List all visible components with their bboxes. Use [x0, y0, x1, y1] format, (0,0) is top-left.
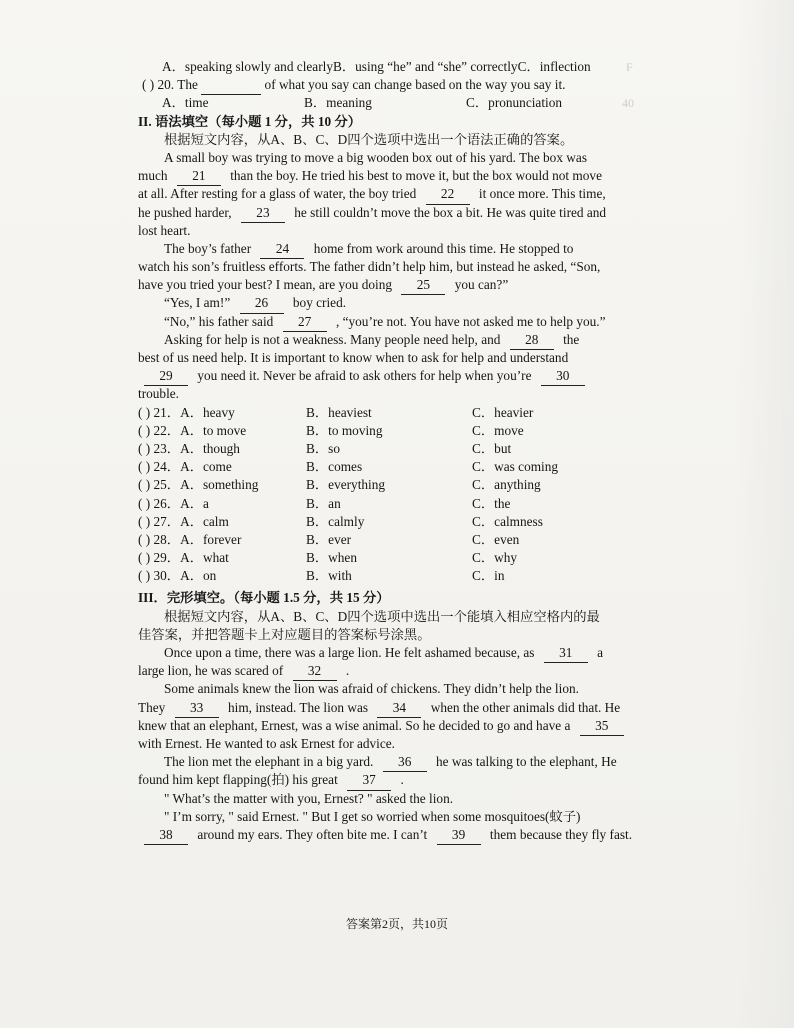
passage-line	[138, 167, 644, 185]
passage-text: The boy’s father	[164, 240, 252, 256]
option-a[interactable]: ( ) 24．A．come	[138, 459, 232, 475]
option-c[interactable]: C．calmness	[472, 513, 543, 529]
option-row	[138, 458, 644, 476]
passage-text: A small boy was trying to move a big wooden box out of his yard. The box was	[164, 149, 587, 165]
option-b[interactable]: B．everything	[306, 477, 386, 493]
blank-37[interactable]: 37	[347, 771, 391, 790]
option-b[interactable]: B．calmly	[306, 513, 365, 529]
blank-26[interactable]: 26	[240, 294, 284, 313]
option-c[interactable]: C．heavier	[472, 404, 534, 420]
passage-text: he was talking to the elephant, He	[436, 754, 617, 770]
option-b[interactable]: B．heaviest	[306, 404, 372, 420]
option-c[interactable]: C．even	[472, 531, 520, 547]
blank-33[interactable]: 33	[175, 699, 219, 718]
option-c[interactable]: C．in	[472, 568, 505, 584]
section-2-options	[138, 404, 644, 586]
passage-line	[138, 204, 644, 222]
option-row	[138, 476, 644, 494]
option-b[interactable]: B．comes	[306, 459, 363, 475]
section-3-instruction-1: 根据短文内容，从A、B、C、D四个选项中选出一个能填入相应空格内的最	[164, 608, 600, 624]
passage-text: him, instead. The lion was	[227, 699, 369, 715]
blank-21[interactable]: 21	[177, 167, 221, 186]
blank-31[interactable]: 31	[544, 644, 588, 663]
passage-line	[138, 753, 644, 771]
passage-text: he pushed harder,	[138, 204, 232, 220]
passage-text: Asking for help is not a weakness. Many people need help, and	[164, 331, 501, 347]
passage-line	[138, 149, 644, 167]
section-3-instruction-2: 佳答案，并把答题卡上对应题目的答案标号涂黑。	[138, 626, 431, 642]
option-a[interactable]: ( ) 27．A．calm	[138, 513, 229, 529]
passage-line	[138, 385, 644, 403]
passage-text: .	[345, 663, 350, 679]
q20-blank[interactable]	[201, 76, 261, 95]
passage-text: large lion, he was scared of	[138, 663, 284, 679]
bleed-through: 40	[622, 96, 634, 110]
passage-text: The lion met the elephant in a big yard.	[164, 754, 374, 770]
option-a[interactable]: ( ) 21．A．heavy	[138, 404, 235, 420]
passage-text: " I’m sorry, " said Ernest. " But I get so worried when some mosquitoes(蚊子)	[164, 808, 581, 824]
passage-line	[138, 367, 644, 385]
passage-text: found him kept flapping(拍) his great	[138, 772, 338, 788]
blank-32[interactable]: 32	[293, 662, 337, 681]
passage-text: home from work around this time. He stopped to	[313, 240, 574, 256]
passage-text: They	[138, 699, 166, 715]
passage-line	[138, 258, 644, 276]
q20-number: ( ) 20. The	[142, 77, 198, 93]
option-c[interactable]: C．was coming	[472, 459, 559, 475]
option-c[interactable]: C．move	[472, 422, 524, 438]
passage-line	[138, 735, 644, 753]
passage-line	[138, 331, 644, 349]
passage-text: watch his son’s fruitless efforts. The father didn’t help him, but instead he asked, “Son,	[138, 259, 601, 275]
blank-25[interactable]: 25	[401, 276, 445, 295]
blank-35[interactable]: 35	[580, 717, 624, 736]
section-3-passage	[138, 644, 644, 844]
passage-line	[138, 222, 644, 240]
blank-29[interactable]: 29	[144, 367, 188, 386]
page-content	[138, 58, 644, 844]
option-row	[138, 404, 644, 422]
passage-text: than the boy. He tried his best to move it, but the box would not move	[230, 168, 602, 184]
option-row	[138, 531, 644, 549]
passage-text: “No,” his father said	[164, 313, 274, 329]
section-2-heading: II. 语法填空（每小题 1 分，共 10 分）	[138, 113, 362, 129]
passage-line	[138, 313, 644, 331]
page-footer: 答案第2页，共10页	[345, 917, 448, 931]
option-a[interactable]: ( ) 26．A．a	[138, 495, 209, 511]
passage-line	[138, 294, 644, 312]
q20-options	[138, 94, 644, 112]
passage-text: , “you’re not. You have not asked me to help you.”	[335, 313, 606, 329]
passage-text: at all. After resting for a glass of water, the boy tried	[138, 186, 417, 202]
blank-34[interactable]: 34	[377, 699, 421, 718]
passage-line	[138, 185, 644, 203]
passage-text: lost heart.	[138, 222, 191, 238]
passage-text: " What’s the matter with you, Ernest? " asked the lion.	[164, 790, 454, 806]
blank-30[interactable]: 30	[541, 367, 585, 386]
q20-stem	[138, 76, 644, 94]
option-row	[138, 422, 644, 440]
passage-line	[138, 699, 644, 717]
passage-line	[138, 680, 644, 698]
passage-line	[138, 808, 644, 826]
q20-option-c: C．pronunciation	[466, 95, 563, 111]
option-row	[138, 567, 644, 585]
passage-text: a	[597, 645, 604, 660]
q19-options: A．speaking slowly and clearlyB．using “he” and “she” correctlyC．inflection	[162, 59, 591, 74]
scan-shadow	[734, 0, 794, 1028]
section-2-passage	[138, 149, 644, 404]
option-c[interactable]: C．the	[472, 495, 511, 511]
option-row	[138, 513, 644, 531]
passage-text: “Yes, I am!”	[164, 295, 231, 311]
passage-text: you can?”	[454, 277, 509, 293]
passage-text: boy cried.	[292, 295, 347, 311]
q20-option-b: B．meaning	[304, 95, 372, 111]
passage-text: it once more. This time,	[478, 186, 606, 202]
passage-text: the	[563, 331, 580, 347]
option-c[interactable]: C．why	[472, 550, 518, 566]
option-b[interactable]: B．with	[306, 568, 352, 584]
passage-text: knew that an elephant, Ernest, was a wise animal. So he decided to go and have a	[138, 717, 571, 733]
option-b[interactable]: B．an	[306, 495, 341, 511]
blank-27[interactable]: 27	[283, 313, 327, 332]
passage-line	[138, 644, 644, 662]
passage-line	[138, 826, 644, 844]
passage-text: with Ernest. He wanted to ask Ernest for advice.	[138, 735, 395, 751]
q20-text: of what you say can change based on the way you say it.	[264, 77, 566, 93]
passage-text: have you tried your best? I mean, are you doing	[138, 277, 393, 293]
blank-39[interactable]: 39	[437, 826, 481, 845]
blank-28[interactable]: 28	[510, 331, 554, 350]
passage-text: Some animals knew the lion was afraid of chickens. They didn’t help the lion.	[164, 681, 579, 697]
passage-text: you need it. Never be afraid to ask others for help when you’re	[197, 368, 532, 384]
passage-line	[138, 771, 644, 789]
passage-text: them because they fly fast.	[489, 826, 633, 842]
option-c[interactable]: C．anything	[472, 477, 541, 493]
passage-line	[138, 717, 644, 735]
section-3-heading: III．完形填空。（每小题 1.5 分，共 15 分）	[138, 590, 390, 606]
passage-line	[138, 240, 644, 258]
option-row	[138, 549, 644, 567]
option-row	[138, 440, 644, 458]
passage-text: Once upon a time, there was a large lion. He felt ashamed because, as	[164, 645, 535, 660]
passage-line	[138, 349, 644, 367]
q20-option-a: A．time	[162, 95, 209, 111]
section-2-instruction: 根据短文内容，从A、B、C、D四个选项中选出一个语法正确的答案。	[164, 131, 574, 147]
passage-text: trouble.	[138, 386, 179, 402]
blank-36[interactable]: 36	[383, 753, 427, 772]
option-b[interactable]: B．so	[306, 440, 340, 456]
blank-38[interactable]: 38	[144, 826, 188, 845]
passage-text: when the other animals did that. He	[430, 699, 621, 715]
bleed-through: F	[626, 60, 633, 74]
passage-text: best of us need help. It is important to know when to ask for help and understand	[138, 350, 569, 365]
passage-line	[138, 662, 644, 680]
blank-22[interactable]: 22	[426, 185, 470, 204]
option-a[interactable]: ( ) 25．A．something	[138, 477, 259, 493]
passage-text: .	[400, 772, 404, 788]
passage-text: much	[138, 168, 168, 184]
option-a[interactable]: ( ) 22．A．to move	[138, 422, 247, 438]
option-a[interactable]: ( ) 23．A．though	[138, 440, 240, 456]
option-row	[138, 495, 644, 513]
passage-line	[138, 790, 644, 808]
passage-line	[138, 276, 644, 294]
option-a[interactable]: ( ) 28．A．forever	[138, 531, 242, 547]
option-b[interactable]: B．when	[306, 550, 357, 566]
blank-24[interactable]: 24	[260, 240, 304, 259]
option-b[interactable]: B．to moving	[306, 422, 383, 438]
option-a[interactable]: ( ) 30．A．on	[138, 568, 217, 584]
blank-23[interactable]: 23	[241, 204, 285, 223]
option-a[interactable]: ( ) 29．A．what	[138, 550, 229, 566]
option-c[interactable]: C．but	[472, 440, 512, 456]
option-b[interactable]: B．ever	[306, 531, 352, 547]
passage-text: around my ears. They often bite me. I can’t	[197, 826, 428, 842]
passage-text: he still couldn’t move the box a bit. He was quite tired and	[294, 204, 607, 220]
